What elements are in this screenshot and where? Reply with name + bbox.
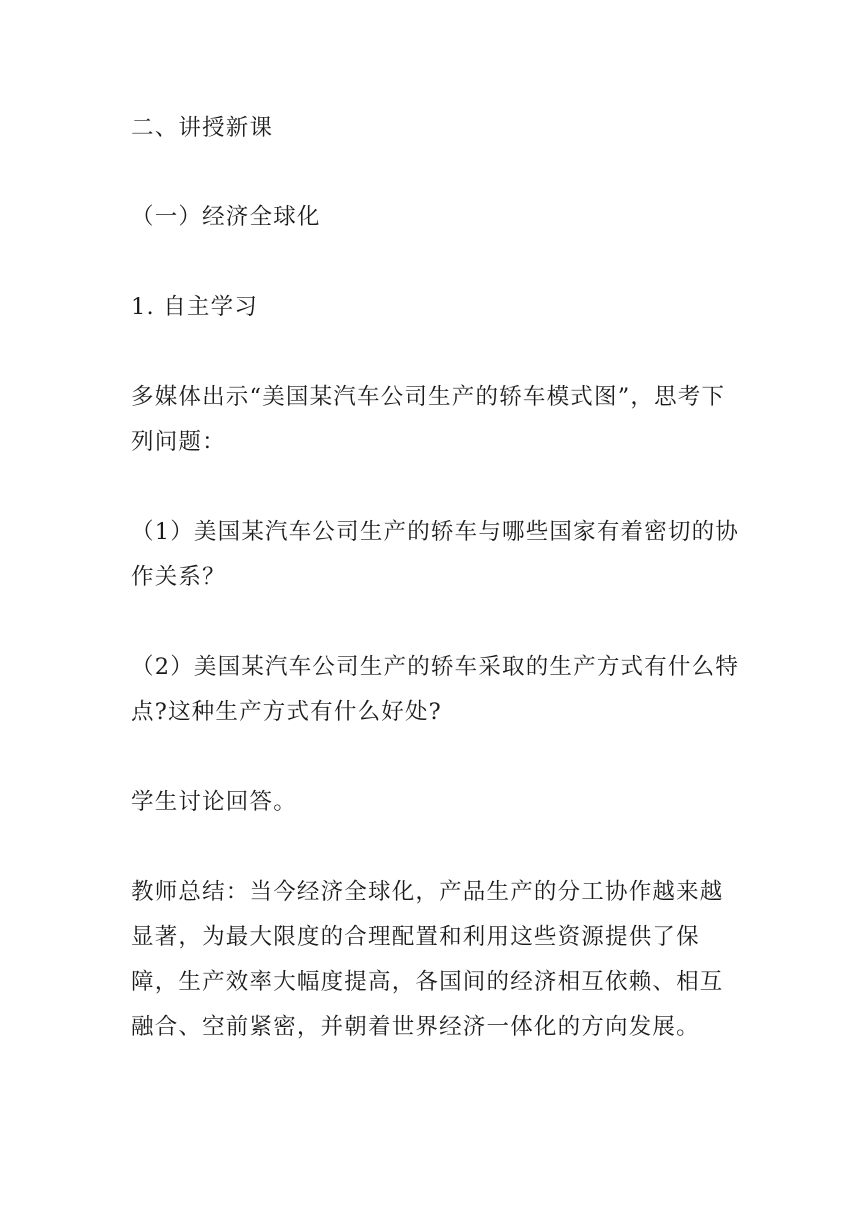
- section-title: （一）经济全球化: [131, 204, 321, 230]
- intro-paragraph: 多媒体出示“美国某汽车公司生产的轿车模式图”，思考下列问题：: [131, 384, 726, 455]
- teacher-summary: 教师总结：当今经济全球化，产品生产的分工协作越来越显著，为最大限度的合理配置和利用这些资源提供了保障，生产效率大幅度提高，各国间的经济相互依赖、相互融合、空前紧密，并朝着世界经济一体化的方向发展。: [131, 879, 724, 1040]
- question-2: （2）美国某汽车公司生产的轿车采取的生产方式有什么特点?这种生产方式有什么好处?: [131, 654, 740, 725]
- question-1: （1）美国某汽车公司生产的轿车与哪些国家有着密切的协作关系？: [131, 519, 740, 590]
- lesson-heading: 二、讲授新课: [131, 115, 274, 141]
- subsection-title: 1. 自主学习: [131, 294, 259, 320]
- student-activity: 学生讨论回答。: [131, 789, 297, 815]
